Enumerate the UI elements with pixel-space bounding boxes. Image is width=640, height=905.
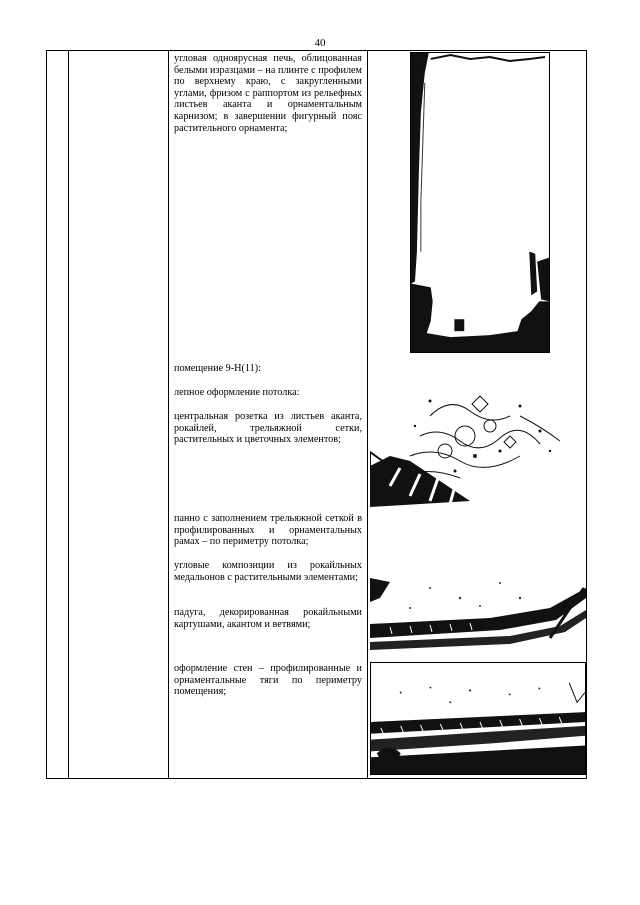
page-number: 40	[314, 37, 326, 49]
paragraph-corners: угловые композиции из рокайльных медальонов с растительными элементами;	[174, 560, 362, 583]
photo-ceiling-corner	[370, 568, 586, 658]
column-divider	[68, 51, 69, 778]
paragraph-cove: падуга, декорированная рокайльными картушами, акантом и ветвями;	[174, 607, 362, 630]
column-divider	[367, 51, 368, 778]
column-divider	[168, 51, 169, 778]
photo-stove	[410, 52, 550, 353]
paragraph-walls: оформление стен – профилированные и орнаментальные тяги по периметру помещения;	[174, 663, 362, 698]
paragraph-stove: угловая одноярусная печь, облицованная белыми изразцами – на плинте с профилем по верхнему краю, с закругленными углами, фризом с раппортом из рельефных листьев аканта и орнаментальным карнизом; в завершении фигурный пояс растительного орнамента;	[174, 53, 362, 134]
paragraph-rosette: центральная розетка из листьев аканта, рокайлей, трельяжной сетки, растительных и цветочных элементов;	[174, 411, 362, 446]
paragraph-ceiling: лепное оформление потолка:	[174, 387, 300, 398]
paragraph-panels: панно с заполнением трельяжной сеткой в профилированных и орнаментальных рамах – по периметру потолка;	[174, 513, 362, 548]
paragraph-room-title: помещение 9-Н(11):	[174, 363, 261, 374]
photo-wall-cornice	[370, 662, 586, 775]
photo-ceiling-rosette	[370, 356, 586, 507]
